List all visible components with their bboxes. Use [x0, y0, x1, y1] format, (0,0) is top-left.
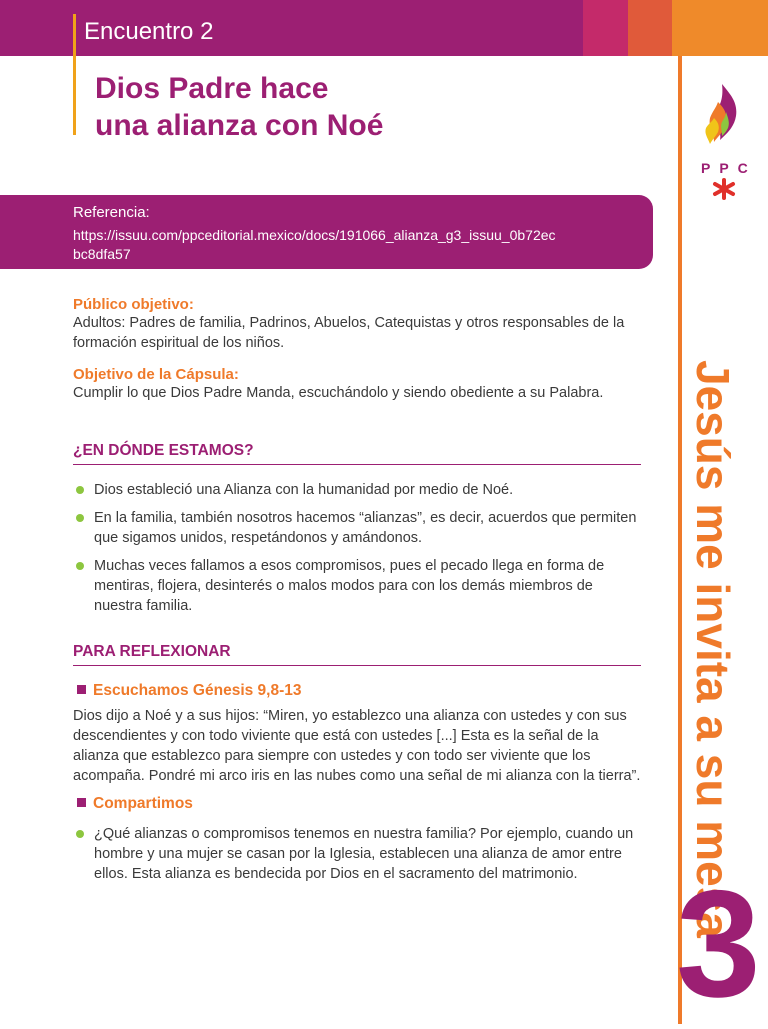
bullet-icon: [76, 486, 84, 494]
list-item: ¿Qué alianzas o compromisos tenemos en nuestra familia? Por ejemplo, cuando un hombre y una mujer se casan por la Iglesia, establecen una alianza de amor entre ellos. Esta alianza es bendecida por Dios en el sacramento del matrimonio.: [73, 824, 643, 884]
donde-estamos-list: [73, 480, 643, 624]
flame-logo-icon: [700, 82, 744, 151]
square-bullet-icon: [77, 798, 86, 807]
objetivo-block: [73, 366, 643, 403]
compartimos-list: [73, 824, 643, 892]
title-accent-line: [73, 14, 76, 135]
list-item: Dios estableció una Alianza con la humanidad por medio de Noé.: [73, 480, 643, 500]
list-item: Muchas veces fallamos a esos compromisos, pues el pecado llega en forma de mentiras, flojera, desinterés o malos modos para con los demás miembros de nuestra familia.: [73, 556, 643, 616]
escuchamos-heading: Escuchamos Génesis 9,8-13: [77, 682, 302, 700]
page-title: [95, 70, 383, 144]
book-title-text: Jesús me invita a su mesa: [687, 360, 739, 938]
header-stripe-pink: [583, 0, 628, 56]
escuchamos-text: Dios dijo a Noé y a sus hijos: “Miren, yo establezco una alianza con ustedes y con sus descendientes y con todo viviente que está con ustedes [...] Esta es la señal de la alianza que establezco para siempre con ustedes y con todo ser viviente que los acompaña. Pondré mi arco iris en las nubes como una señal de mi alianza con la tierra”.: [73, 708, 641, 784]
reference-banner: [0, 195, 653, 269]
publisher-name: PPC: [701, 160, 757, 176]
publico-objetivo-block: [73, 296, 643, 353]
objetivo-heading: Objetivo de la Cápsula:: [73, 366, 239, 383]
para-reflexionar-heading: PARA REFLEXIONAR: [73, 643, 641, 666]
header-stripe-red: [628, 0, 672, 56]
reference-label: Referencia:: [73, 204, 150, 221]
publico-objetivo-text: Adultos: Padres de familia, Padrinos, Abuelos, Catequistas y otros responsables de la formación espiritual de los niños.: [73, 315, 625, 351]
bullet-icon: [76, 830, 84, 838]
square-bullet-icon: [77, 685, 86, 694]
page-title-line-1: Dios Padre hace: [95, 72, 329, 105]
publico-objetivo-heading: Público objetivo:: [73, 296, 194, 313]
page-title-line-2: una alianza con Noé: [95, 109, 384, 142]
book-number: 3: [676, 859, 761, 1029]
compartimos-heading: Compartimos: [77, 795, 193, 813]
publisher-star-icon: [712, 178, 736, 205]
bullet-icon: [76, 514, 84, 522]
header-stripe-orange: [672, 0, 768, 56]
book-title-vertical: [687, 360, 748, 938]
objetivo-text: Cumplir lo que Dios Padre Manda, escuchándolo y siendo obediente a su Palabra.: [73, 385, 604, 401]
list-item: En la familia, también nosotros hacemos “alianzas”, es decir, acuerdos que permiten que sigamos unidos, respetándonos y amándonos.: [73, 508, 643, 548]
donde-estamos-heading: ¿EN DÓNDE ESTAMOS?: [73, 442, 641, 465]
reference-url[interactable]: https://issuu.com/ppceditorial.mexico/docs/191066_alianza_g3_issuu_0b72ecbc8dfa57: [73, 227, 556, 262]
bullet-icon: [76, 562, 84, 570]
encuentro-label: Encuentro 2: [84, 18, 214, 45]
